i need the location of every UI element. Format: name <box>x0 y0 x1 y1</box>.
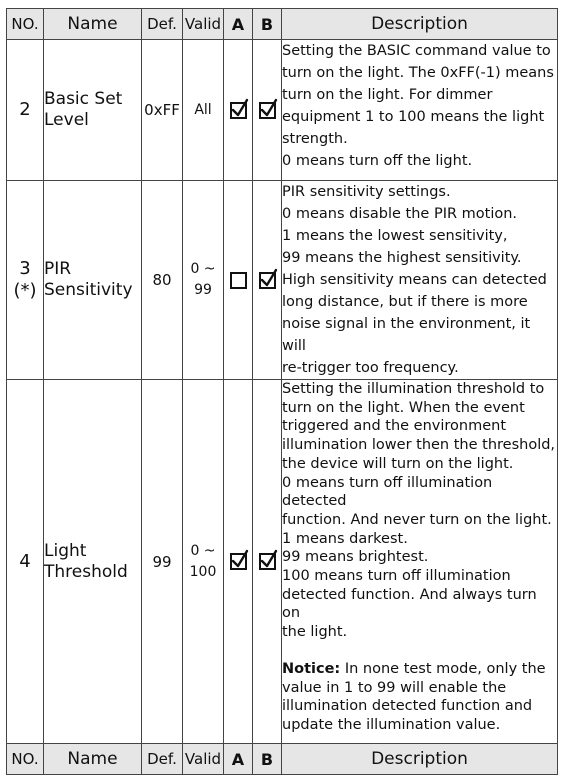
parameter-name-line: Basic Set <box>44 89 123 109</box>
valid-range-line: 0 ~ <box>190 261 216 277</box>
description-line: High sensitivity means can detected <box>282 272 547 288</box>
description-line: turn on the light. For dimmer <box>282 87 493 103</box>
description-cell <box>282 181 558 380</box>
checkbox-checked-icon <box>259 553 276 570</box>
description-line: the device will turn on the light. <box>282 455 514 472</box>
description-line: 100 means turn off illumination <box>282 568 511 585</box>
check-mark <box>262 100 276 115</box>
notice-label: Notice: <box>282 660 341 677</box>
table-row <box>7 181 558 380</box>
description-line: noise signal in the environment, it will <box>282 316 535 354</box>
a-checkbox-cell <box>224 40 253 181</box>
parameter-name-line: Threshold <box>44 561 128 582</box>
description-line: 0 means turn off illumination detected <box>282 474 497 510</box>
valid-range <box>183 380 224 744</box>
valid-range-line: 100 <box>189 563 217 580</box>
checkbox-checked-icon <box>259 102 276 119</box>
a-checkbox-cell <box>224 380 253 744</box>
description-line: Setting the illumination threshold to <box>282 381 545 397</box>
table-row <box>7 380 558 744</box>
parameter-table <box>6 8 558 775</box>
parameter-name <box>44 380 142 744</box>
check-mark <box>262 551 276 566</box>
valid-range-line: 99 <box>194 282 212 298</box>
notice-line: value in 1 to 99 will enable the <box>282 679 507 696</box>
description-line: long distance, but if there is more <box>282 294 528 310</box>
description-line: the light. <box>282 624 348 641</box>
header-name: Name <box>44 9 142 40</box>
checkbox-checked-icon <box>230 102 247 119</box>
valid-range-line: All <box>194 101 212 118</box>
check-mark <box>233 100 247 115</box>
header-def: Def. <box>142 9 183 40</box>
description-line: re-trigger too frequency. <box>282 360 459 376</box>
footer-def: Def. <box>142 744 183 775</box>
table-row <box>7 40 558 181</box>
valid-range <box>183 40 224 181</box>
description-line: PIR sensitivity settings. <box>282 184 451 200</box>
checkbox-checked-icon <box>230 553 247 570</box>
description-line: 99 means brightest. <box>282 549 429 566</box>
default-value: 0xFF <box>142 40 183 181</box>
parameter-name-line: Light <box>44 540 87 561</box>
description-line: triggered and the environment <box>282 418 507 435</box>
description-line: turn on the light. The 0xFF(-1) means <box>282 65 554 81</box>
notice-line <box>282 660 557 679</box>
row-number-text: 3 <box>19 258 31 279</box>
a-checkbox-cell <box>224 181 253 380</box>
description-line: 0 means turn off the light. <box>282 153 473 169</box>
header-b: B <box>253 9 282 40</box>
b-checkbox-cell <box>253 40 282 181</box>
description-cell <box>282 40 558 181</box>
default-value: 80 <box>142 181 183 380</box>
notice-line: illumination detected function and <box>282 698 533 715</box>
default-value: 99 <box>142 380 183 744</box>
row-number <box>7 181 44 380</box>
header-no: NO. <box>7 9 44 40</box>
parameter-name-line: Sensitivity <box>44 280 133 300</box>
paragraph-gap <box>282 642 557 660</box>
header-description: Description <box>282 9 558 40</box>
footer-name: Name <box>44 744 142 775</box>
description-line: strength. <box>282 131 348 147</box>
row-number-note: (*) <box>13 280 37 301</box>
row-number-text: 2 <box>19 99 31 120</box>
footer-a: A <box>224 744 253 775</box>
b-checkbox-cell <box>253 181 282 380</box>
check-mark <box>262 270 276 285</box>
parameter-name <box>44 181 142 380</box>
description-line: detected function. And always turn on <box>282 586 542 622</box>
parameter-name <box>44 40 142 181</box>
description-line: 0 means disable the PIR motion. <box>282 206 518 222</box>
footer-description: Description <box>282 744 558 775</box>
parameter-name-line: Level <box>44 110 89 130</box>
checkbox-unchecked-icon <box>230 272 247 289</box>
description-line: 1 means the lowest sensitivity, <box>282 228 508 244</box>
description-line: 99 means the highest sensitivity. <box>282 250 522 266</box>
description-line: Setting the BASIC command value to <box>282 43 551 59</box>
valid-range <box>183 181 224 380</box>
header-row-bottom <box>7 744 558 775</box>
description-line: 1 means darkest. <box>282 530 408 547</box>
checkbox-checked-icon <box>259 272 276 289</box>
description-line: turn on the light. When the event <box>282 399 525 416</box>
footer-valid: Valid <box>183 744 224 775</box>
parameter-name-line: PIR <box>44 259 72 279</box>
row-number <box>7 380 44 744</box>
footer-no: NO. <box>7 744 44 775</box>
b-checkbox-cell <box>253 380 282 744</box>
row-number-text: 4 <box>19 550 31 572</box>
valid-range-line: 0 ~ <box>190 542 216 559</box>
description-cell <box>282 380 558 744</box>
header-a: A <box>224 9 253 40</box>
notice-line: update the illumination value. <box>282 716 501 733</box>
header-row-top <box>7 9 558 40</box>
footer-b: B <box>253 744 282 775</box>
description-line: equipment 1 to 100 means the light <box>282 109 545 125</box>
header-valid: Valid <box>183 9 224 40</box>
description-line: illumination lower then the threshold, <box>282 437 556 454</box>
notice-text: In none test mode, only the <box>340 660 546 677</box>
check-mark <box>233 551 247 566</box>
description-line: function. And never turn on the light. <box>282 511 552 528</box>
row-number <box>7 40 44 181</box>
